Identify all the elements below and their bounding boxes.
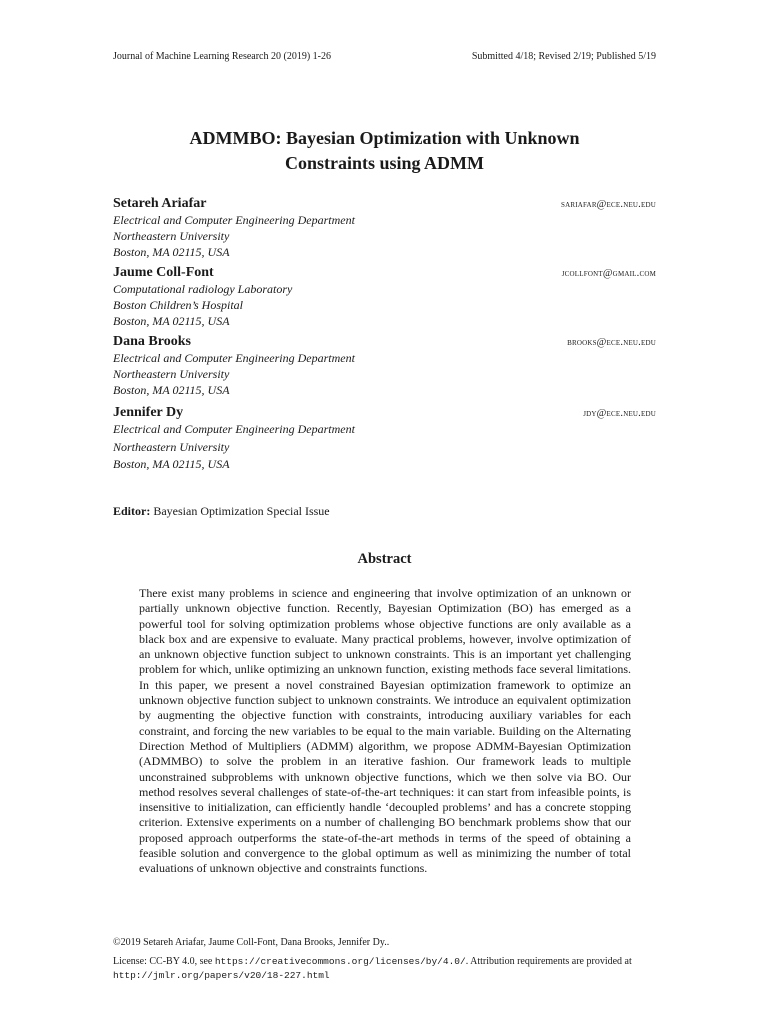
license-prefix: License: CC-BY 4.0, see: [113, 956, 215, 967]
author-affiliation: [113, 350, 656, 398]
editor-value: Bayesian Optimization Special Issue: [153, 504, 330, 518]
affiliation-line: Northeastern University: [113, 229, 230, 243]
paper-link[interactable]: http://jmlr.org/papers/v20/18-227.html: [113, 970, 330, 981]
author-affiliation: [113, 212, 656, 260]
author-name: Dana Brooks: [113, 334, 191, 349]
author-affiliation: [113, 281, 656, 329]
affiliation-line: Computational radiology Laboratory: [113, 282, 293, 296]
title-line-2: Constraints using ADMM: [284, 153, 485, 173]
page-footer: [113, 936, 656, 983]
author-name: Jaume Coll-Font: [113, 265, 214, 280]
author-email: jdy@ece.neu.edu: [583, 408, 656, 419]
author-name: Jennifer Dy: [113, 405, 184, 420]
author-name: Setareh Ariafar: [113, 196, 207, 211]
author-block: [113, 196, 656, 260]
abstract-text: There exist many problems in science and engineering that involve optimization of an unknown or partially unknown objective function. Recently, Bayesian Optimization (BO) has emerged as a powerful tool for solving optimization problems whose objective functions are only available as a black box and are expensive to evaluate. Many practical problems, however, involve optimization of an unknown objective function subject to unknown constraints. This is an important yet challenging problem for which, unlike optimizing an unknown function, existing methods face several limitations. In this paper, we present a novel constrained Bayesian optimization framework to optimize an unknown objective function subject to unknown constraints. We introduce an equivalent optimization by augmenting the objective function with constraints, introducing auxiliary variables for each constraint, and forcing the new variables to be equal to the main variable. Building on the Alternating Direction Method of Multipliers (ADMM) algorithm, we propose ADMM-Bayesian Optimization (ADMMBO) to solve the problem in an iterative fashion. Our framework leads to multiple unconstrained subproblems with unknown objective functions, which we then solve via BO. Our method resolves several challenges of state-of-the-art techniques: it can start from infeasible points, is insensitive to initialization, can efficiently handle ‘decoupled problems’ and has a concrete stopping criterion. Extensive experiments on a number of challenging BO benchmark problems show that our proposed approach outperforms the state-of-the-art methods in terms of the speed of obtaining a feasible solution and convergence to the global optimum as well as minimizing the number of total evaluations of unknown objective and constraints functions.: [139, 586, 631, 876]
author-affiliation: [113, 421, 656, 474]
affiliation-line: Boston, MA 02115, USA: [113, 245, 230, 259]
author-block: [113, 265, 656, 329]
editor-line: [113, 504, 330, 519]
abstract-heading: Abstract: [357, 551, 412, 567]
submission-dates: Submitted 4/18; Revised 2/19; Published 5/19: [471, 51, 656, 62]
affiliation-line: Electrical and Computer Engineering Department: [113, 351, 355, 365]
affiliation-line: Boston Children’s Hospital: [113, 298, 244, 312]
copyright-notice: ©2019 Setareh Ariafar, Jaume Coll-Font, Dana Brooks, Jennifer Dy..: [113, 937, 390, 948]
affiliation-line: Electrical and Computer Engineering Department: [113, 422, 355, 436]
title-line-1: ADMMBO: Bayesian Optimization with Unknown: [189, 128, 580, 148]
affiliation-line: Northeastern University: [113, 439, 230, 454]
license-link[interactable]: https://creativecommons.org/licenses/by/4.0/: [214, 956, 466, 967]
affiliation-line: Boston, MA 02115, USA: [113, 457, 230, 471]
affiliation-line: Northeastern University: [113, 367, 230, 381]
affiliation-line: Boston, MA 02115, USA: [113, 314, 230, 328]
affiliation-line: Boston, MA 02115, USA: [113, 383, 230, 397]
journal-info: Journal of Machine Learning Research 20 (2019) 1-26: [113, 51, 331, 62]
author-email: sariafar@ece.neu.edu: [560, 199, 656, 210]
author-block: [113, 405, 656, 474]
license-middle: . Attribution requirements are provided at: [465, 956, 632, 967]
author-block: [113, 334, 656, 398]
paper-title: [113, 126, 656, 176]
affiliation-line: Electrical and Computer Engineering Department: [113, 213, 355, 227]
author-email: brooks@ece.neu.edu: [567, 337, 656, 348]
author-email: jcollfont@gmail.com: [561, 268, 656, 279]
license-notice: [113, 955, 656, 983]
editor-label: Editor:: [113, 504, 151, 518]
running-header: [113, 51, 656, 62]
